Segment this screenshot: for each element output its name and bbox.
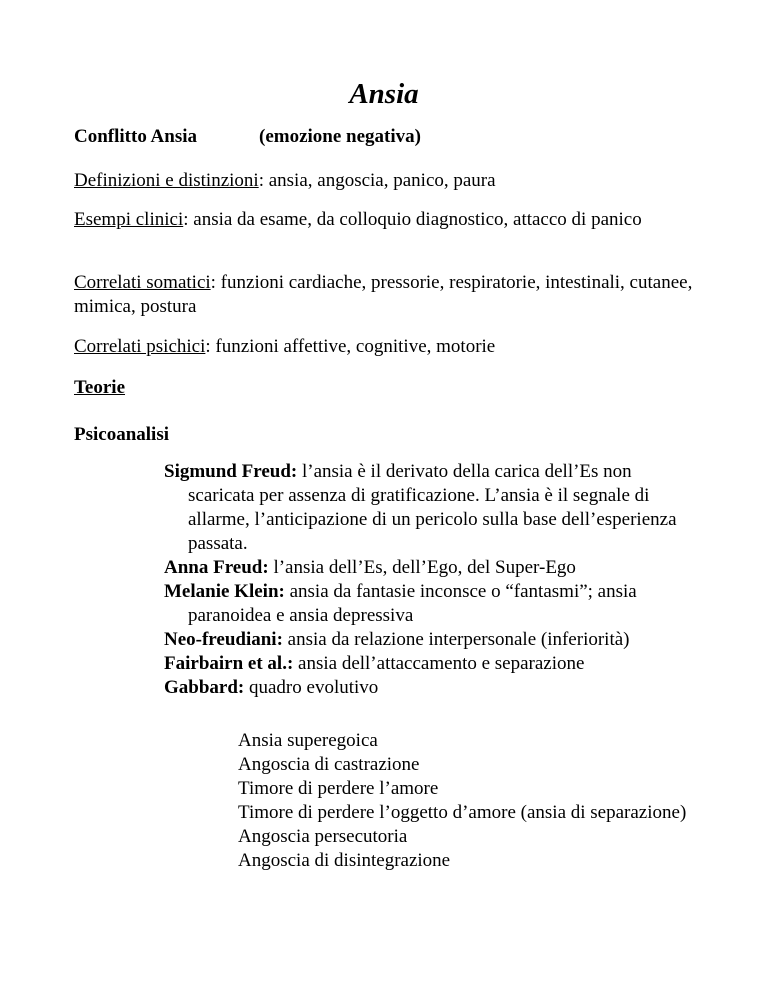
list-item: Angoscia di castrazione <box>238 754 420 775</box>
list-item <box>164 556 694 580</box>
somatici-text: : funzioni cardiache, pressorie, respiratorie, intestinali, cutanee, mimica, postura <box>74 272 693 317</box>
conflitto-heading: Conflitto Ansia <box>74 126 197 147</box>
theorist-text: ansia da relazione interpersonale (inferiorità) <box>282 629 630 650</box>
esempi-label: Esempi clinici <box>74 209 184 230</box>
psichici-paragraph <box>74 335 694 359</box>
list-item <box>164 580 694 628</box>
list-item: Angoscia di disintegrazione <box>238 850 451 871</box>
somatici-paragraph <box>74 271 694 319</box>
psichici-label: Correlati psichici <box>74 336 206 357</box>
theorist-text: ansia dell’attaccamento e separazione <box>293 653 585 674</box>
theorist-name: Fairbairn et al.: <box>164 653 294 674</box>
list-item <box>164 460 694 556</box>
page-title: Ansia <box>349 78 419 110</box>
theorist-name: Sigmund Freud: <box>164 461 298 482</box>
definizioni-paragraph <box>74 169 694 193</box>
psichici-text: : funzioni affettive, cognitive, motorie <box>205 336 496 357</box>
esempi-text: : ansia da esame, da colloquio diagnostico, attacco di panico <box>183 209 642 230</box>
theorists-list <box>164 460 694 700</box>
definizioni-text: : ansia, angoscia, panico, paura <box>258 170 496 191</box>
theorist-text: l’ansia è il derivato della carica dell’Es non scaricata per assenza di gratificazione. L’ansia è il segnale di allarme, l’anticipazione di un pericolo sulla base dell’esperienza passata. <box>188 461 677 554</box>
list-item: Timore di perdere l’oggetto d’amore (ansia di separazione) <box>238 802 687 823</box>
psicoanalisi-heading: Psicoanalisi <box>74 424 170 445</box>
esempi-paragraph <box>74 208 694 232</box>
theorist-text: ansia da fantasie inconsce o “fantasmi”; ansia paranoidea e ansia depressiva <box>188 581 637 626</box>
list-item: Timore di perdere l’amore <box>238 778 439 799</box>
list-item: Ansia superegoica <box>238 730 378 751</box>
list-item <box>164 652 694 676</box>
definizioni-label: Definizioni e distinzioni <box>74 170 259 191</box>
theorist-name: Melanie Klein: <box>164 581 285 602</box>
theorist-name: Anna Freud: <box>164 557 269 578</box>
teorie-heading: Teorie <box>74 377 126 398</box>
theorist-text: l’ansia dell’Es, dell’Ego, del Super-Ego <box>268 557 576 578</box>
theorist-name: Gabbard: <box>164 677 245 698</box>
list-item <box>164 628 694 652</box>
somatici-label: Correlati somatici <box>74 272 211 293</box>
theorist-text: quadro evolutivo <box>244 677 379 698</box>
theorist-name: Neo-freudiani: <box>164 629 283 650</box>
conflitto-subheading: (emozione negativa) <box>259 126 421 147</box>
list-item: Angoscia persecutoria <box>238 826 408 847</box>
list-item <box>164 676 694 700</box>
gabbard-list <box>238 729 688 873</box>
